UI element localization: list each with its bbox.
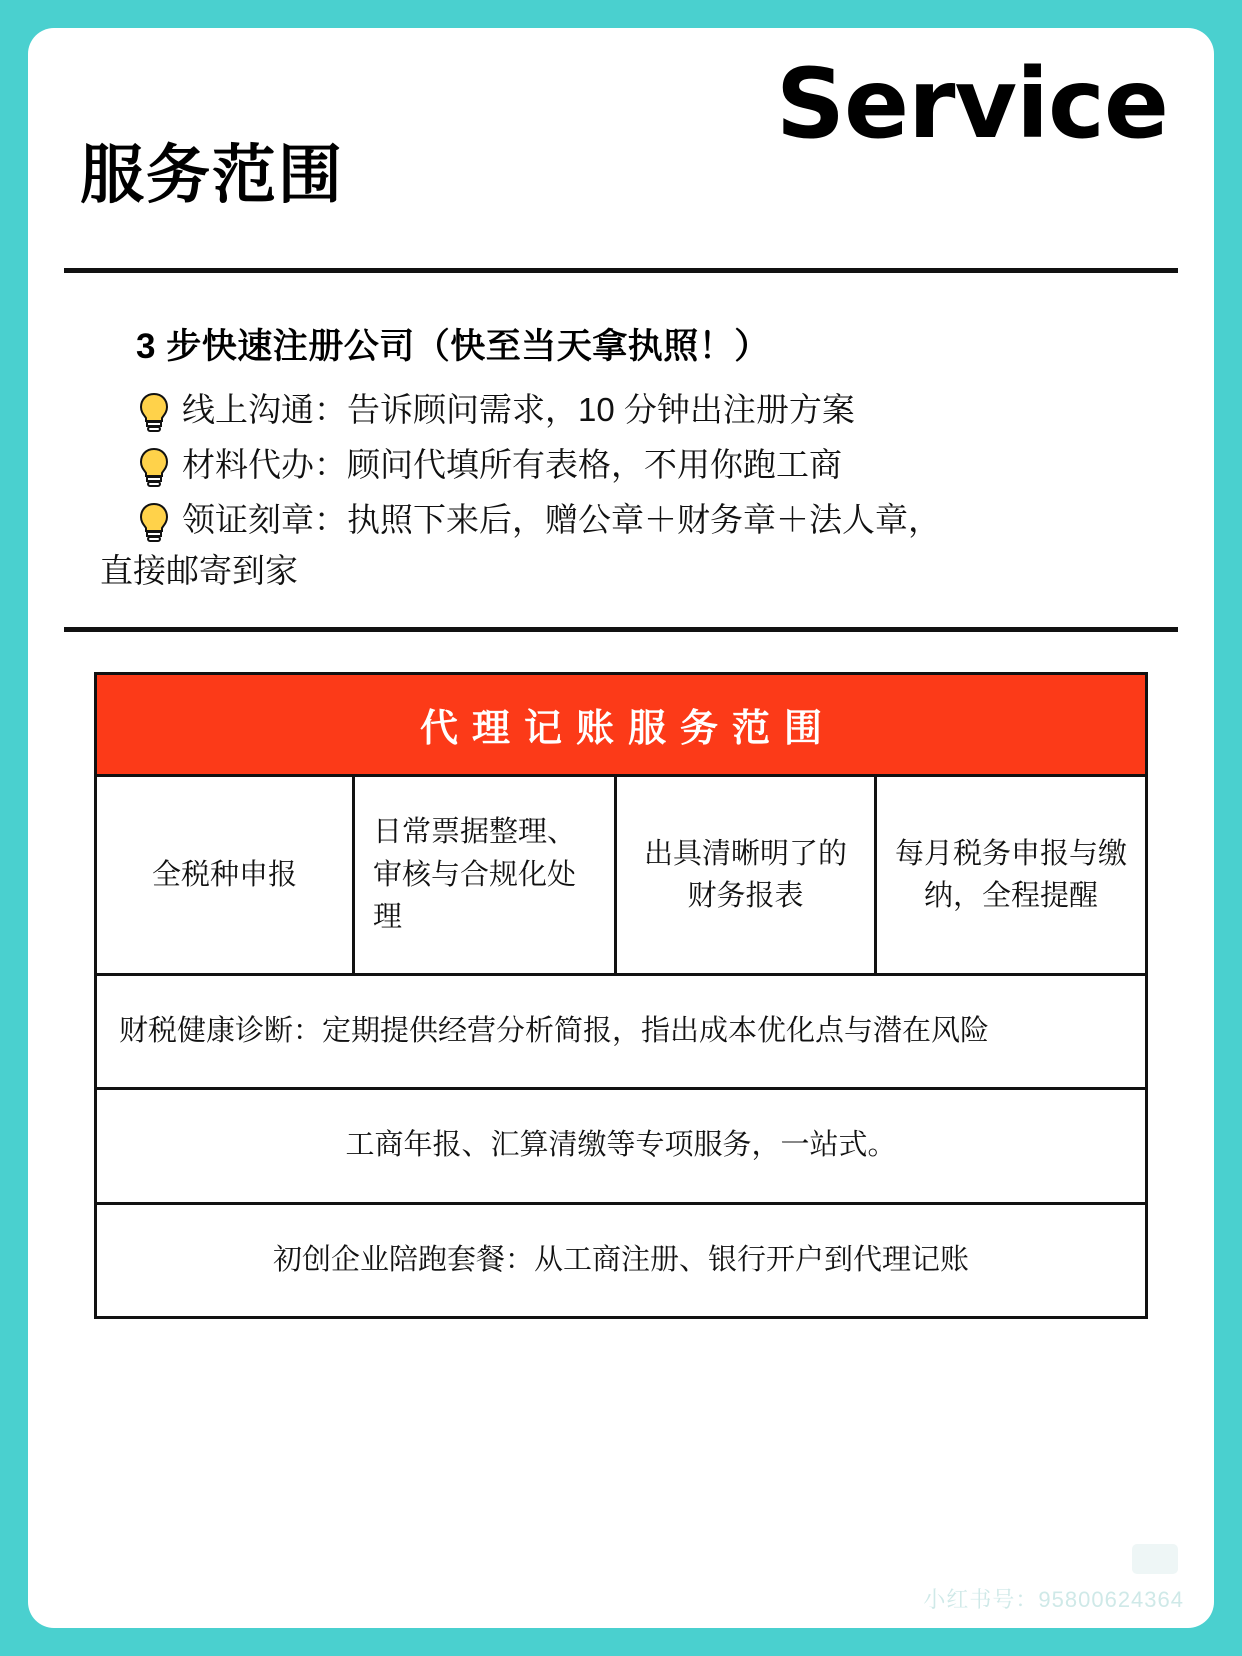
list-item: [136, 499, 1178, 542]
list-item-label: 材料代办：顾问代填所有表格，不用你跑工商: [182, 445, 842, 483]
steps-section: [28, 273, 1214, 627]
table-cell: 日常票据整理、审核与合规化处理: [352, 777, 614, 973]
lightbulb-icon: [136, 446, 172, 488]
table-cell: 出具清晰明了的财务报表: [614, 777, 874, 973]
table-title: 代理记账服务范围: [94, 672, 1148, 774]
lightbulb-icon: [136, 501, 172, 543]
page-title: 服务范围: [80, 138, 344, 213]
table-row: 财税健康诊断：定期提供经营分析简报，指出成本优化点与潜在风险: [97, 973, 1145, 1088]
page-title-english: Service: [775, 48, 1168, 160]
watermark-logo: [1132, 1544, 1178, 1574]
watermark-text: 小红书号：95800624364: [923, 1587, 1184, 1612]
lightbulb-icon: [136, 391, 172, 433]
table-row: 工商年报、汇算清缴等专项服务，一站式。: [97, 1087, 1145, 1202]
table-row: 初创企业陪跑套餐：从工商注册、银行开户到代理记账: [97, 1202, 1145, 1317]
list-item-label: 线上沟通：告诉顾问需求，10 分钟出注册方案: [182, 391, 855, 428]
divider-bottom: [64, 627, 1178, 632]
page-header: [28, 28, 1214, 268]
steps-title: 3 步快速注册公司（快至当天拿执照！）: [136, 327, 770, 366]
list-item-continuation: 直接邮寄到家: [100, 551, 298, 589]
service-card: [28, 28, 1214, 1628]
list-item: [136, 444, 1178, 487]
list-item-label: 领证刻章：执照下来后，赠公章＋财务章＋法人章，: [182, 500, 941, 538]
table-cell: 全税种申报: [151, 858, 297, 891]
list-item: [136, 389, 1178, 432]
table-cell: 每月税务申报与缴纳，全程提醒: [874, 777, 1145, 973]
service-scope-table: [94, 672, 1148, 1320]
table-row: [97, 774, 1145, 973]
